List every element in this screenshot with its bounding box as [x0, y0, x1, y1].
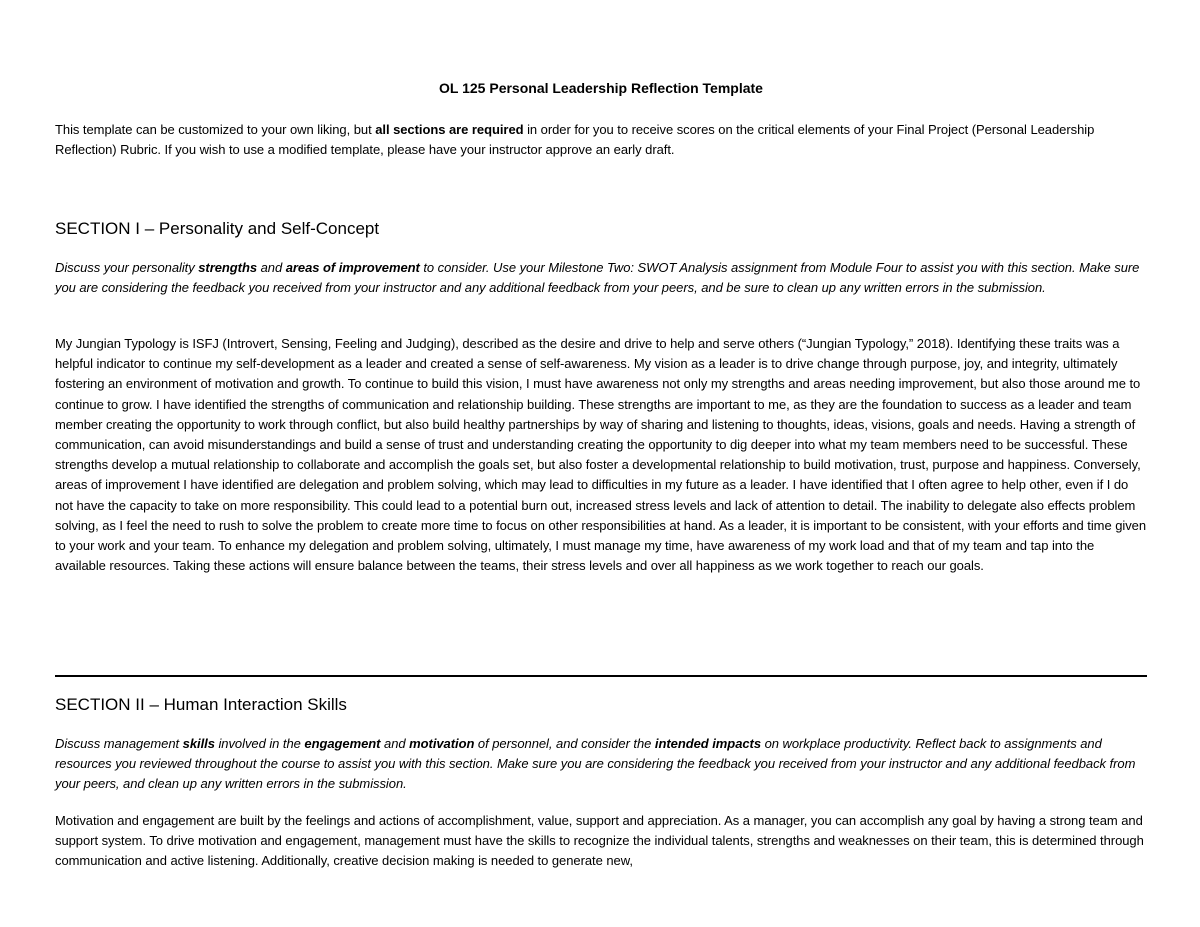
- section-1-instr-text-2: and: [257, 260, 286, 275]
- intro-text-1: This template can be customized to your own liking, but: [55, 122, 376, 137]
- section-2-instr-bold-2: engagement: [304, 736, 381, 751]
- intro-paragraph: [55, 120, 1147, 160]
- section-2-instructions: [55, 734, 1147, 794]
- section-divider: [55, 675, 1147, 677]
- section-1-instr-text-3: to consider. Use your Milestone Two: SWOT Analysis assignment from Module Four to assist you with this section. Make sure you are considering the feedback you received from your instructor and any additional feedback from your peers, and be sure to clean up any written errors in the submission.: [55, 260, 1140, 295]
- section-1-body: My Jungian Typology is ISFJ (Introvert, Sensing, Feeling and Judging), described as the desire and drive to help and serve others (“Jungian Typology,” 2018). Identifying these traits was a helpful indicator to continue my self-development as a leader and created a sense of self-awareness. My vision as a leader is to drive change through purpose, joy, and integrity, ultimately fostering an environment of motivation and growth. To continue to build this vision, I must have awareness not only my strengths and areas needing improvement, but also those around me to continue to grow. I have identified the strengths of communication and relationship building. These strengths are important to me, as they are the foundation to success as a leader and team member creating the opportunity to work through conflict, but also build healthy partnerships by way of sharing and listening to thoughts, ideas, visions, goals and needs. Having a strength of communication, can avoid misunderstandings and build a sense of trust and understanding creating the opportunity to dig deeper into what my team members need to be successful. These strengths develop a mutual relationship to collaborate and accomplish the goals set, but also foster a developmental relationship to build motivation, trust, purpose and happiness. Conversely, areas of improvement I have identified are delegation and problem solving, which may lead to difficulties in my future as a leader. I have identified that I often agree to help other, even if I do not have the capacity to take on more responsibility. This could lead to a potential burn out, increased stress levels and lack of attention to detail. The inability to delegate also effects problem solving, as I feel the need to rush to solve the problem to create more time to focus on other responsibilities at hand. As a leader, it is important to be consistent, with your efforts and time given to your work and your team. To enhance my delegation and problem solving, ultimately, I must manage my time, have awareness of my work load and that of my team and tap into the available resources. Taking these actions will ensure balance between the teams, their stress levels and over all happiness as we work together to reach our goals.: [55, 336, 1147, 574]
- intro-text-2: in order for you to receive scores on the critical elements of your Final Project (Personal Leadership Reflection) Rubric. If you wish to use a modified template, please have your instructor approve an early draft.: [55, 122, 1095, 157]
- section-2-body: Motivation and engagement are built by the feelings and actions of accomplishment, value, support and appreciation. As a manager, you can accomplish any goal by having a strong team and support system. To drive motivation and engagement, management must have the skills to recognize the individual talents, strengths and weaknesses on their team, this is determined through communication and active listening. Additionally, creative decision making is needed to generate new,: [55, 813, 1144, 869]
- section-2-instr-text-4: of personnel, and consider the: [474, 736, 655, 751]
- section-2-instr-bold-1: skills: [182, 736, 215, 751]
- section-2-instr-text-1: Discuss management: [55, 736, 183, 751]
- section-1-instructions: [55, 258, 1147, 298]
- section-2-instr-text-3: and: [380, 736, 410, 751]
- section-1-instr-text-1: Discuss your personality: [55, 260, 199, 275]
- section-1-heading: SECTION I – Personality and Self-Concept: [55, 219, 380, 238]
- section-2-instr-bold-3: motivation: [409, 736, 475, 751]
- document-title: OL 125 Personal Leadership Reflection Template: [439, 80, 763, 96]
- section-2-heading: SECTION II – Human Interaction Skills: [55, 695, 347, 714]
- document-page: [55, 0, 1147, 927]
- section-1-instr-bold-1: strengths: [198, 260, 258, 275]
- section-2-instr-bold-4: intended impacts: [654, 736, 762, 751]
- section-1-instr-bold-2: areas of improvement: [285, 260, 420, 275]
- section-2-instr-text-5: on workplace productivity. Reflect back to assignments and resources you reviewed throughout the course to assist you with this section. Make sure you are considering the feedback you received from your instructor and any additional feedback from your peers, and clean up any written errors in the submission.: [55, 736, 1136, 791]
- intro-bold-requirement: all sections are required: [375, 122, 524, 137]
- section-2-instr-text-2: involved in the: [214, 736, 305, 751]
